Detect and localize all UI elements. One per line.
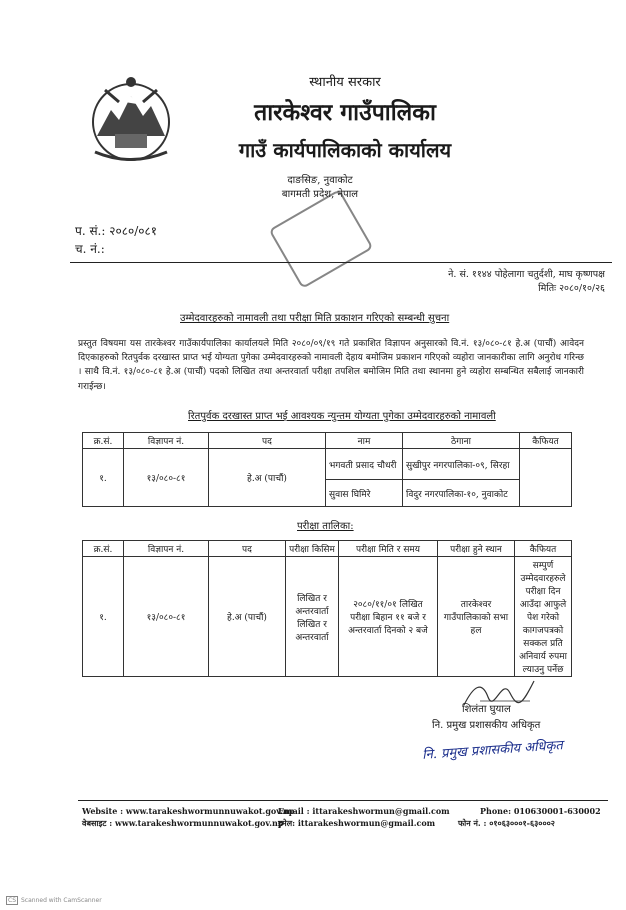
cell-remarks: सम्पुर्ण उम्मेदवारहरुले परीक्षा दिन आउँदा आफुले पेश गरेको कागजपत्रको सक्कल प्रति अनिवार्य रुपमा ल्याउनु पर्नेछ [515,557,572,677]
footer-email-en: Email : ittarakeshwormun@gmail.com [278,806,450,816]
header-divider [70,262,612,263]
column-header: विज्ञापन नं. [124,541,209,557]
cell-exam-venue: तारकेश्वर गाउँपालिकाको सभा हल [438,557,515,677]
column-header: ठेगाना [403,433,520,449]
notice-subject: उम्मेदवारहरुको नामावली तथा परीक्षा मिति प्रकाशन गरिएको सम्बन्धी सुचना [180,313,450,324]
cell-address: विदुर नगरपालिका-१०, नुवाकोट [403,480,520,507]
cell-address: सुखीपुर नगरपालिका-०९, सिरहा [403,449,520,480]
nepal-emblem-icon [85,72,177,167]
header-office-name: गाउँ कार्यपालिकाको कार्यालय [238,138,452,162]
cell-name: भगवती प्रसाद चौधरी [326,449,403,480]
header-address-line2: बागमती प्रदेश, नेपाल [281,189,359,200]
footer-website-en: Website : www.tarakeshwormunnuwakot.gov.np [82,806,295,816]
table-header-row [83,541,572,557]
footer-phone-np: फोन नं. : ०१०६३०००१-६३०००२ [458,818,555,828]
office-stamp [268,189,373,289]
column-header: कैफियत [515,541,572,557]
cell-serial: १. [83,557,124,677]
table2-caption: परीक्षा तालिका: [297,521,354,532]
cell-advert-number: १३/०८०-८१ [124,449,209,507]
cell-exam-type: लिखित र अन्तरवार्ता लिखित र अन्तरवार्ता [286,557,339,677]
exam-schedule-table [82,540,572,677]
cell-name: सुवास घिमिरे [326,480,403,507]
scanner-watermark [6,896,102,905]
reference-number: प. सं.: २०८०/०८१ [75,224,157,238]
cell-post: हे.अ (पाचौं) [209,557,286,677]
footer-phone-en: Phone: 010630001-630002 [480,806,601,816]
signatory-title: नि. प्रमुख प्रशासकीय अधिकृत [432,720,541,731]
column-header: पद [209,433,326,449]
signatory-name: शिलंता घुयाल [462,704,511,715]
footer-divider [78,800,608,801]
column-header: विज्ञापन नं. [124,433,209,449]
cell-serial: १. [83,449,124,507]
camscanner-icon: CS [8,897,16,904]
candidate-list-table [82,432,572,507]
column-header: पद [209,541,286,557]
header-government-line: स्थानीय सरकार [309,75,381,90]
column-header: परीक्षा हुने स्थान [438,541,515,557]
table-row [83,449,572,480]
cell-exam-datetime: २०८०/११/०१ लिखित परीक्षा बिहान ११ बजे र अन्तरवार्ता दिनको २ बजे [339,557,438,677]
table-row [83,557,572,677]
header-address-line1: दाङसिङ, नुवाकोट [287,175,353,186]
date-bikram-sambat: मितिः २०८०/१०/२६ [538,283,605,294]
column-header: परीक्षा मिति र समय [339,541,438,557]
cell-remarks [520,449,572,507]
dispatch-number: च. नं.: [75,242,105,256]
footer-email-np: इमेल: ittarakeshwormun@gmail.com [278,818,436,828]
column-header: कैफियत [520,433,572,449]
scanner-watermark-text: Scanned with CamScanner [21,897,102,904]
cell-post: हे.अ (पाचौं) [209,449,326,507]
notice-body: प्रस्तुत विषयमा यस तारकेश्वर गाउँकार्यपालिका कार्यालयले मिति २०८०/०९/१९ गते प्रकाशित विज्ञापन अनुसारको वि.नं. १३/०८०-८१ हे.अ (पाचौं) आवेदन दिएकाहरुको रितपुर्वक दरखास्त प्राप्त भई योग्यता पुगेका उम्मेदवारहरुको नामावली देहाय बमोजिम प्रकाशन गरिएको व्यहोरा जानकारीका लागि अनुरोध गरिन्छ । साथै वि.नं. १३/०८०-८१ हे.अ (पाचौं) पदको लिखित तथा अन्तरवार्ता परीक्षा तपशिल बमोजिम मिति तथा स्थानमा हुने व्यहोरा सम्बन्धित सबैलाई जानकारी गराईन्छ। [78,339,584,392]
footer-website-np: वेबसाइट : www.tarakeshwormunnuwakot.gov.np [82,818,284,828]
column-header: क्र.सं. [83,541,124,557]
table-header-row [83,433,572,449]
column-header: क्र.सं. [83,433,124,449]
date-nepal-sambat: ने. सं. ११४४ पोहेलागा चतुर्दशी, माघ कृष्णपक्ष [448,269,605,280]
table1-caption: रितपुर्वक दरखास्त प्राप्त भई आवश्यक न्युन्तम योग्यता पुगेका उम्मेदवारहरुको नामावली [188,411,496,422]
header-municipality-name: तारकेश्वर गाउँपालिका [254,99,436,126]
handwritten-signatory-title: नि. प्रमुख प्रशासकीय अधिकृत [421,738,564,763]
column-header: परीक्षा किसिम [286,541,339,557]
column-header: नाम [326,433,403,449]
cell-advert-number: १३/०८०-८१ [124,557,209,677]
